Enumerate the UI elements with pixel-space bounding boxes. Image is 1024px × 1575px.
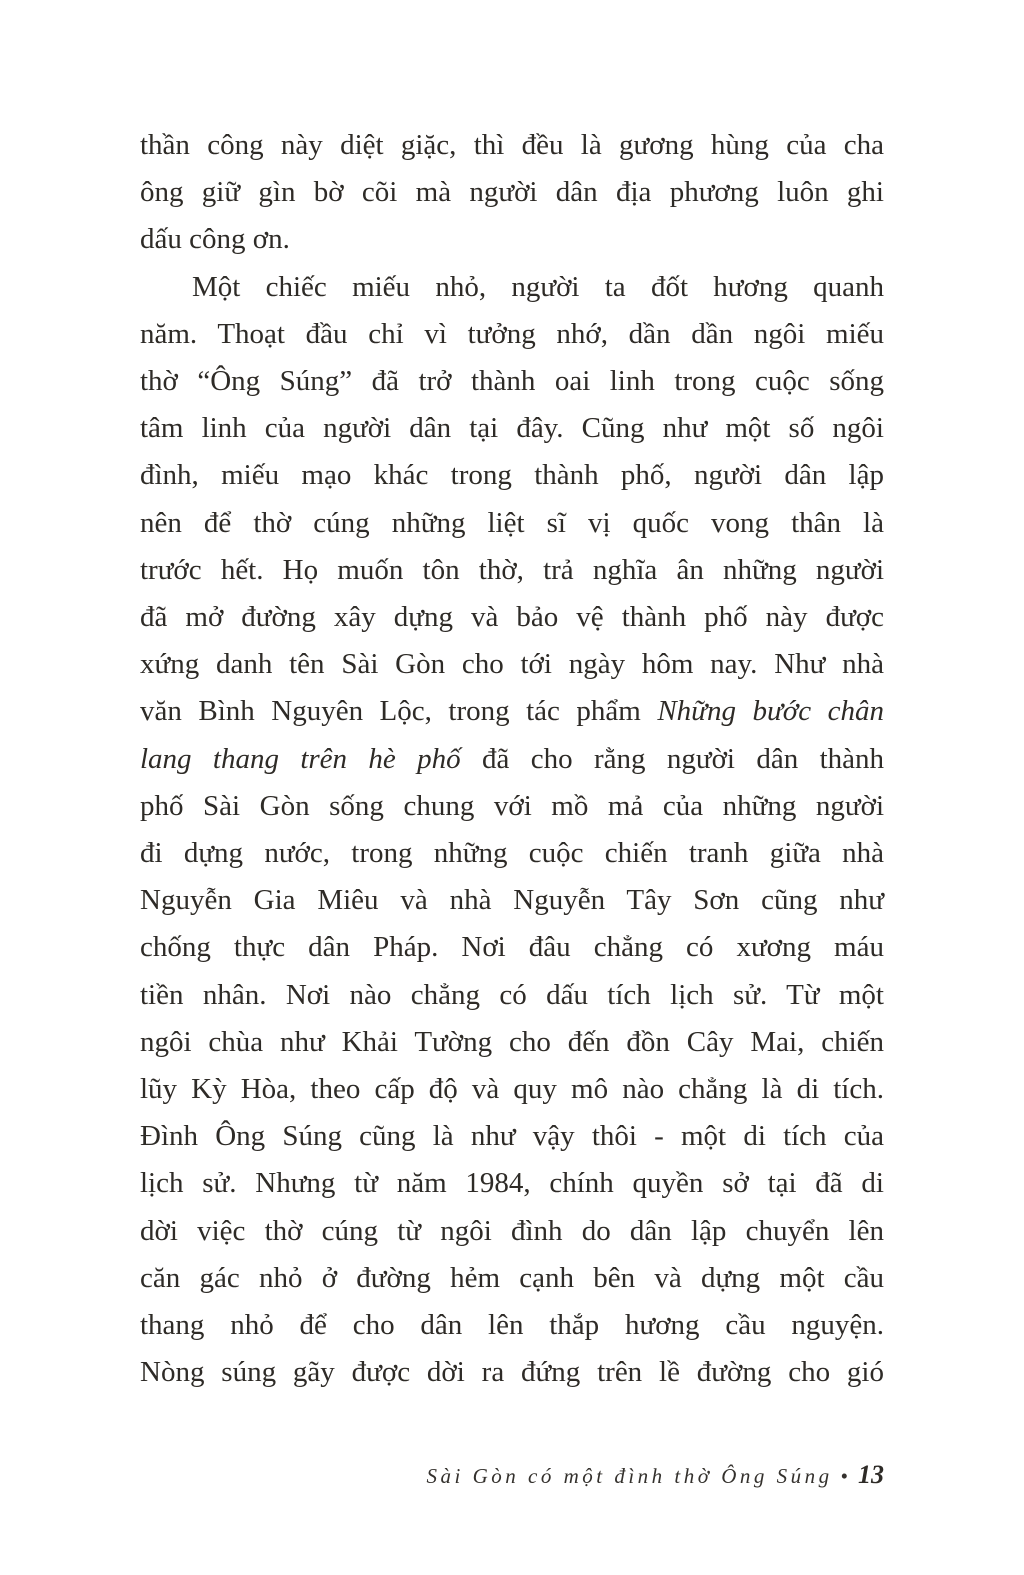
text-segment: đi dựng nước, trong những cuộc chiến tranh giữa nhà bbox=[140, 837, 884, 870]
text-line bbox=[140, 1019, 884, 1066]
text-line bbox=[140, 216, 884, 263]
text-line bbox=[140, 1349, 884, 1396]
text-segment: lịch sử. Nhưng từ năm 1984, chính quyền sở tại đã di bbox=[140, 1167, 884, 1200]
text-segment: ông giữ gìn bờ cõi mà người dân địa phương luôn ghi bbox=[140, 176, 884, 209]
text-segment: thờ “Ông Súng” đã trở thành oai linh trong cuộc sống bbox=[140, 365, 884, 398]
book-title-italic: Những bước chân bbox=[657, 695, 884, 728]
text-segment: nên để thờ cúng những liệt sĩ vị quốc vong thân là bbox=[140, 506, 884, 539]
text-line bbox=[140, 358, 884, 405]
text-segment: đã mở đường xây dựng và bảo vệ thành phố này được bbox=[140, 601, 884, 634]
text-line bbox=[140, 405, 884, 452]
text-segment: căn gác nhỏ ở đường hẻm cạnh bên và dựng một cầu bbox=[140, 1261, 884, 1294]
text-segment: văn Bình Nguyên Lộc, trong tác phẩm bbox=[140, 695, 658, 728]
text-segment: chống thực dân Pháp. Nơi đâu chẳng có xương máu bbox=[140, 931, 884, 964]
text-line bbox=[140, 1113, 884, 1160]
text-line bbox=[140, 877, 884, 924]
text-line bbox=[140, 500, 884, 547]
text-segment: Nòng súng gãy được dời ra đứng trên lề đường cho gió bbox=[140, 1356, 884, 1389]
text-segment: Nguyễn Gia Miêu và nhà Nguyễn Tây Sơn cũng như bbox=[140, 884, 884, 917]
text-segment: dời việc thờ cúng từ ngôi đình do dân lập chuyển lên bbox=[140, 1214, 884, 1247]
text-line bbox=[140, 594, 884, 641]
text-line bbox=[140, 688, 884, 735]
text-segment: Đình Ông Súng cũng là như vậy thôi - một di tích của bbox=[140, 1120, 884, 1153]
text-line bbox=[140, 641, 884, 688]
text-line bbox=[140, 1255, 884, 1302]
text-line bbox=[140, 1160, 884, 1207]
text-line bbox=[140, 830, 884, 877]
text-segment: thần công này diệt giặc, thì đều là gương hùng của cha bbox=[140, 129, 884, 161]
text-line bbox=[140, 311, 884, 358]
page-footer bbox=[140, 1460, 884, 1490]
running-footer-title: Sài Gòn có một đình thờ Ông Súng bbox=[426, 1464, 833, 1488]
text-segment: phố Sài Gòn sống chung với mồ mả của những người bbox=[140, 789, 884, 822]
text-line bbox=[140, 972, 884, 1019]
text-segment: đã cho rằng người dân thành bbox=[460, 742, 885, 775]
text-segment: tâm linh của người dân tại đây. Cũng như một số ngôi bbox=[140, 412, 884, 445]
text-segment: trước hết. Họ muốn tôn thờ, trả nghĩa ân những người bbox=[140, 553, 884, 586]
text-segment: năm. Thoạt đầu chỉ vì tưởng nhớ, dần dần ngôi miếu bbox=[140, 317, 884, 350]
text-segment: tiền nhân. Nơi nào chẳng có dấu tích lịch sử. Từ một bbox=[140, 978, 884, 1011]
text-line bbox=[140, 1066, 884, 1113]
text-segment: thang nhỏ để cho dân lên thắp hương cầu nguyện. bbox=[140, 1309, 884, 1342]
text-segment: dấu công ơn. bbox=[140, 223, 290, 256]
text-segment: Một chiếc miếu nhỏ, người ta đốt hương quanh bbox=[192, 270, 884, 303]
text-segment: đình, miếu mạo khác trong thành phố, người dân lập bbox=[140, 459, 884, 492]
text-line bbox=[140, 122, 884, 169]
text-line bbox=[140, 1208, 884, 1255]
text-line bbox=[140, 736, 884, 783]
text-segment: ngôi chùa như Khải Tường cho đến đồn Cây Mai, chiến bbox=[140, 1025, 884, 1058]
text-line bbox=[140, 169, 884, 216]
body-text bbox=[140, 122, 884, 1396]
text-line bbox=[140, 452, 884, 499]
text-segment: xứng danh tên Sài Gòn cho tới ngày hôm nay. Như nhà bbox=[140, 648, 884, 681]
text-line bbox=[140, 547, 884, 594]
footer-bullet-separator: • bbox=[840, 1464, 848, 1488]
text-segment: lũy Kỳ Hòa, theo cấp độ và quy mô nào chẳng là di tích. bbox=[140, 1073, 884, 1106]
book-title-italic: lang thang trên hè phố bbox=[140, 742, 461, 775]
text-line bbox=[140, 783, 884, 830]
text-line bbox=[140, 924, 884, 971]
page-number: 13 bbox=[858, 1460, 884, 1489]
text-line bbox=[140, 264, 884, 311]
text-line bbox=[140, 1302, 884, 1349]
